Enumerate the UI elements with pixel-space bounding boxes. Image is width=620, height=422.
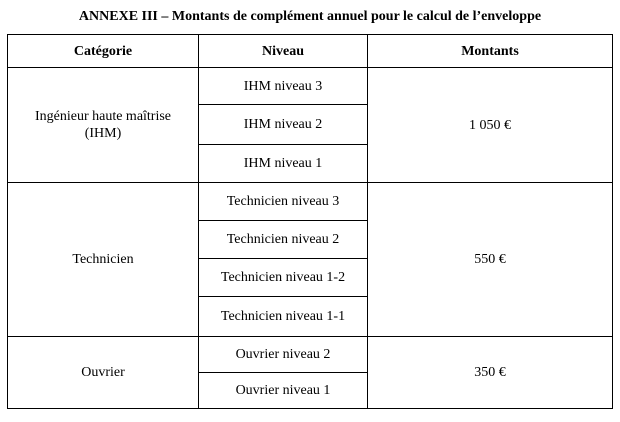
amount-cell-ihm: 1 050 € — [368, 68, 613, 183]
level-cell: IHM niveau 1 — [199, 145, 368, 183]
table-row — [8, 337, 613, 373]
amounts-table — [7, 34, 613, 409]
table-row — [8, 183, 613, 221]
level-cell: IHM niveau 3 — [199, 68, 368, 105]
table-header-row — [8, 35, 613, 68]
header-category: Catégorie — [8, 35, 199, 68]
table-row — [8, 68, 613, 105]
level-cell: Technicien niveau 2 — [199, 221, 368, 259]
category-cell-ihm: Ingénieur haute maîtrise (IHM) — [8, 68, 199, 183]
level-cell: IHM niveau 2 — [199, 105, 368, 145]
amount-cell-technicien: 550 € — [368, 183, 613, 337]
page-title: ANNEXE III – Montants de complément annuel pour le calcul de l’enveloppe — [78, 9, 542, 24]
level-cell: Ouvrier niveau 1 — [199, 373, 368, 409]
level-cell: Technicien niveau 1-1 — [199, 297, 368, 337]
category-cell-ouvrier: Ouvrier — [8, 337, 199, 409]
header-amount: Montants — [368, 35, 613, 68]
header-level: Niveau — [199, 35, 368, 68]
level-cell: Technicien niveau 1-2 — [199, 259, 368, 297]
amount-cell-ouvrier: 350 € — [368, 337, 613, 409]
category-cell-technicien: Technicien — [8, 183, 199, 337]
level-cell: Ouvrier niveau 2 — [199, 337, 368, 373]
level-cell: Technicien niveau 3 — [199, 183, 368, 221]
